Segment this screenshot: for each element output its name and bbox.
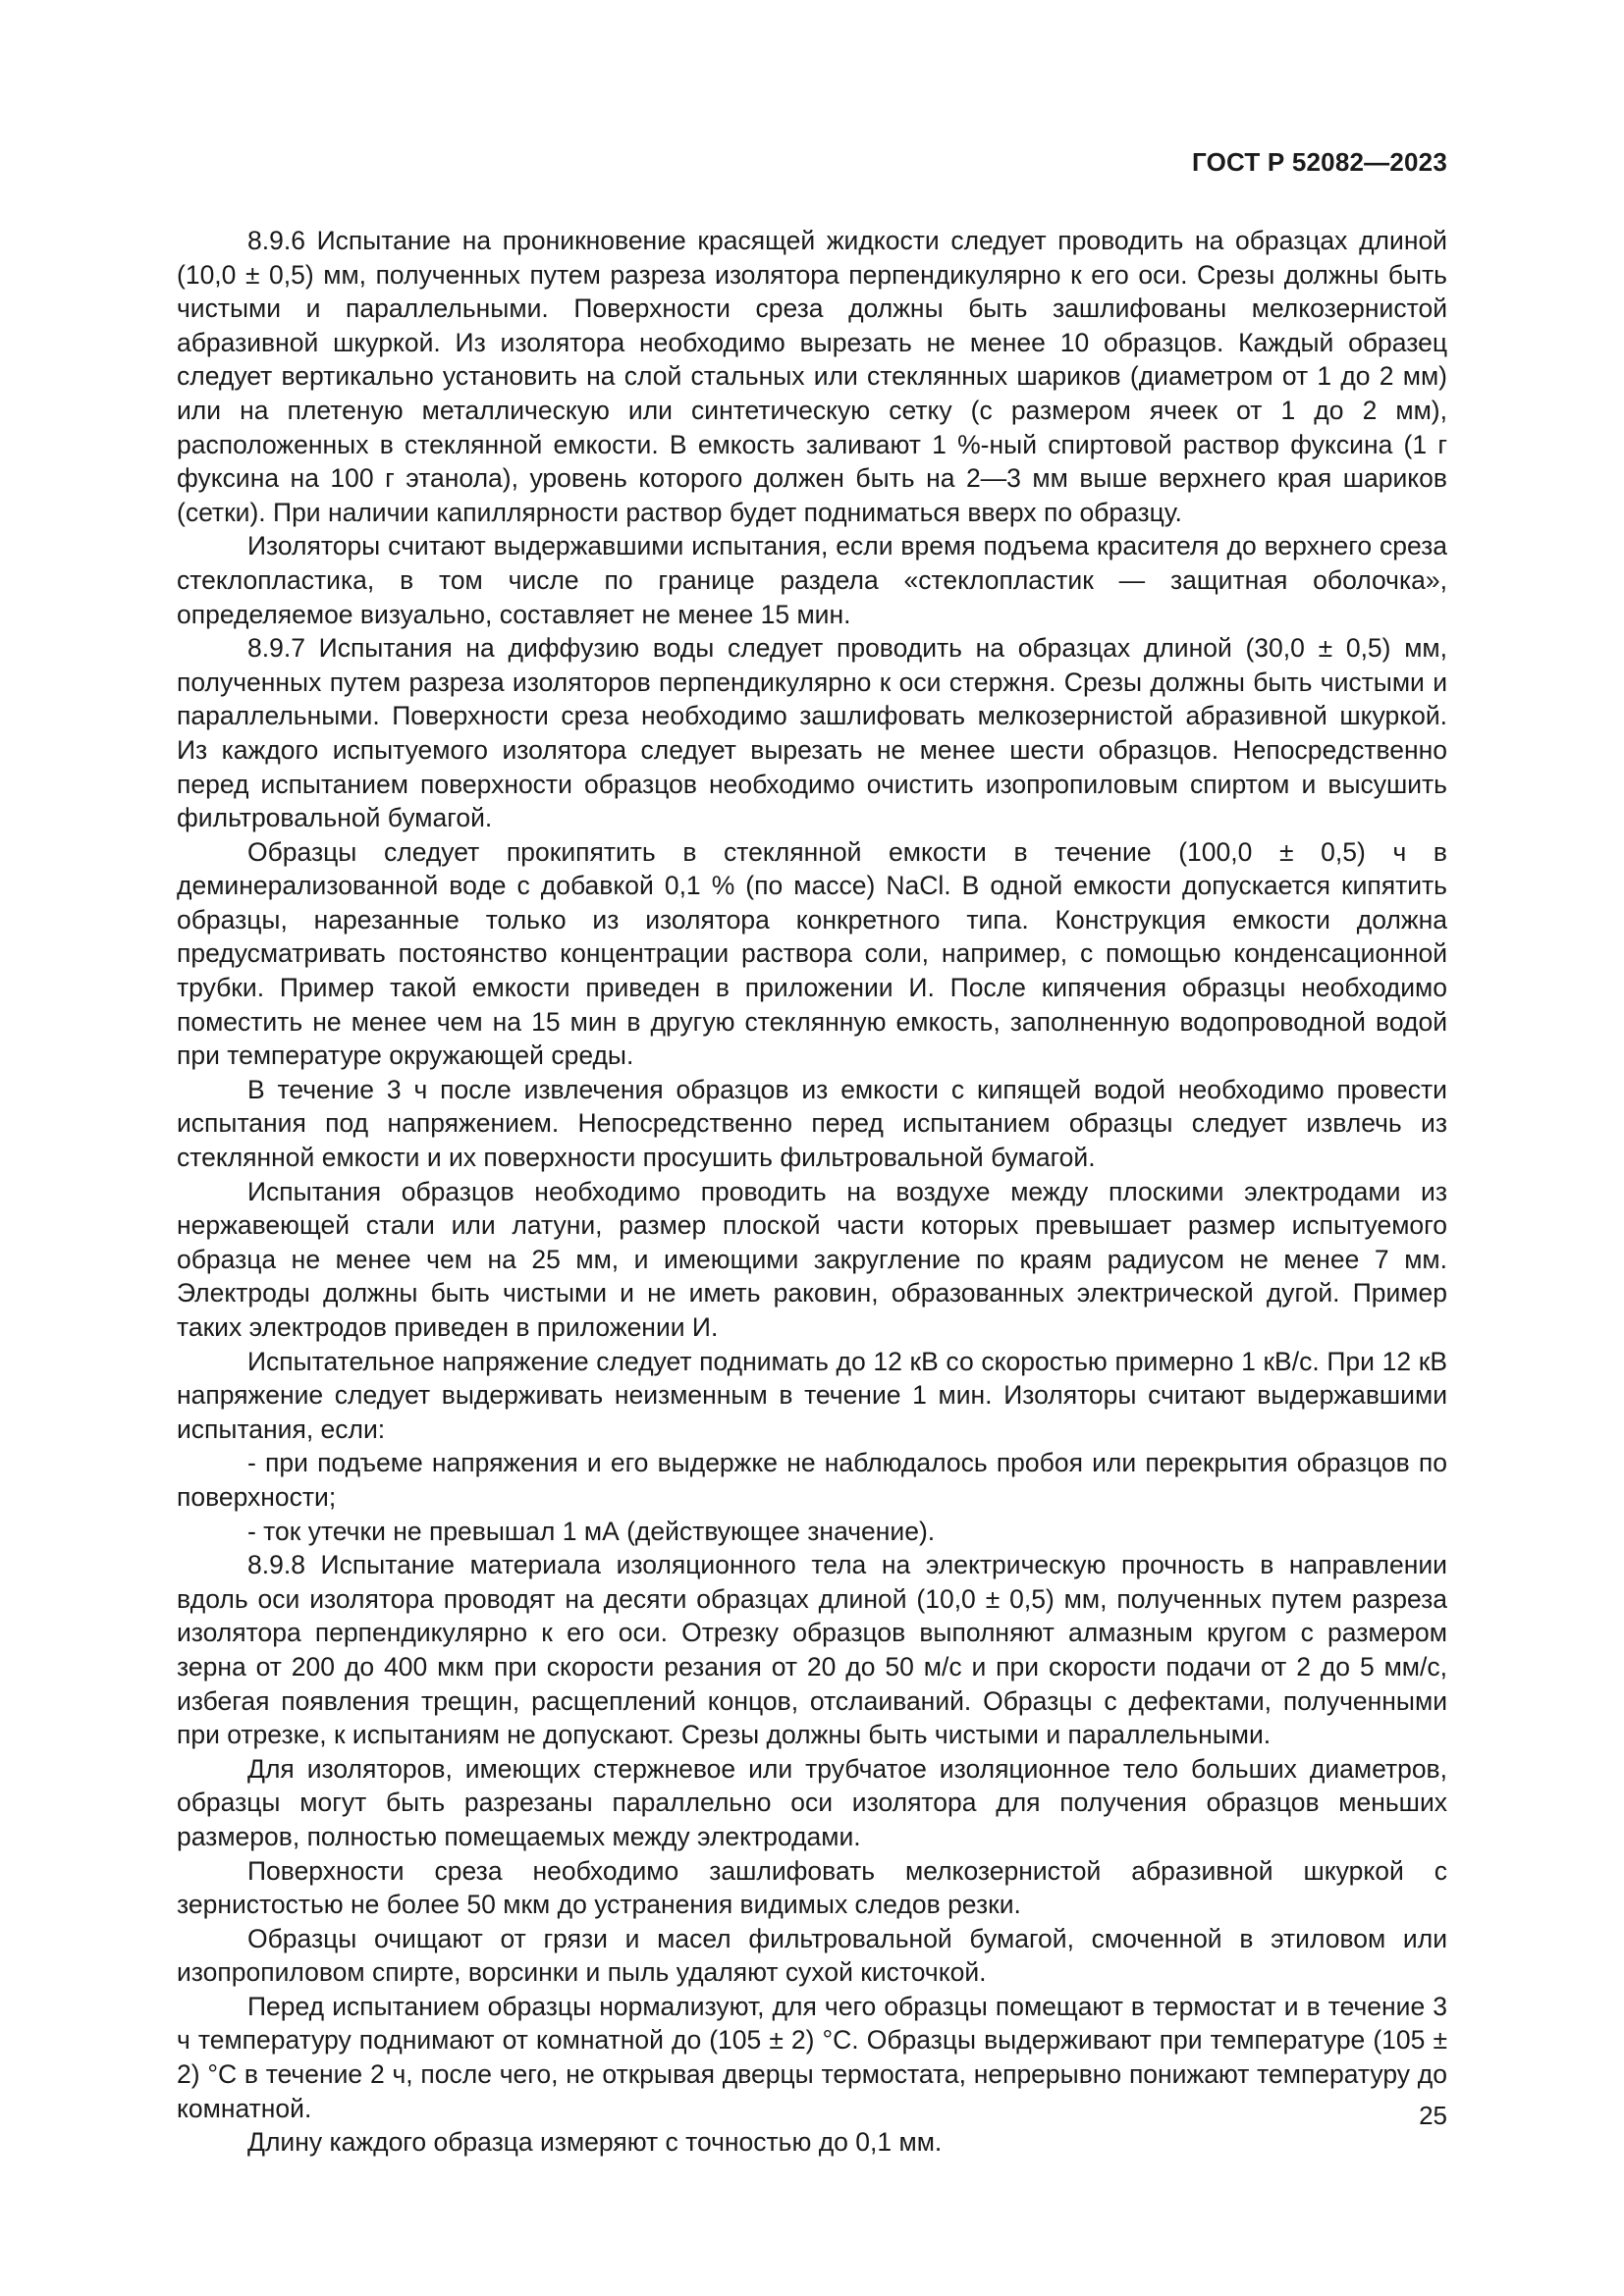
paragraph: Поверхности среза необходимо зашлифовать мелкозернистой абразивной шкуркой с зернистостью не более 50 мкм до устранения видимых следов резки. [177, 1855, 1447, 1920]
paragraph: В течение 3 ч после извлечения образцов из емкости с кипящей водой необходимо провести испытания под напряжением. Непосредственно перед испытанием образцы следует извлечь из стеклянной емкости и их поверхности просушить фильтровальной бумагой. [177, 1074, 1447, 1173]
paragraph: Испытания образцов необходимо проводить на воздухе между плоскими электродами из нержавеющей стали или латуни, размер плоской части которых превышает размер испытуемого образца не менее чем на 25 мм, и имеющими закругление по краям радиусом не менее 7 мм. Электроды должны быть чистыми и не иметь раковин, образованных электрической дугой. Пример таких электродов приведен в приложении И. [177, 1176, 1447, 1342]
paragraph: Образцы очищают от грязи и масел фильтровальной бумагой, смоченной в этиловом или изопропиловом спирте, ворсинки и пыль удаляют сухой кисточкой. [177, 1923, 1447, 1988]
list-item: - при подъеме напряжения и его выдержке не наблюдалось пробоя или перекрытия образцов по поверхности; [177, 1448, 1447, 1512]
page-number: 25 [1419, 2101, 1447, 2130]
paragraph: Длину каждого образца измеряют с точностью до 0,1 мм. [247, 2127, 943, 2158]
document-header-id: ГОСТ Р 52082—2023 [1192, 147, 1447, 177]
paragraph: Образцы следует прокипятить в стеклянной емкости в течение (100,0 ± 0,5) ч в деминерализованной воде с добавкой 0,1 % (по массе) NaCl. В одной емкости допускается кипятить образцы, нарезанные только из изолятора конкретного типа. Конструкция емкости должна предусматривать постоянство концентрации раствора соли, например, с помощью конденсационной трубки. Пример такой емкости приведен в приложении И. После кипячения образцы необходимо поместить не менее чем на 15 мин в другую стеклянную емкость, заполненную водопроводной водой при температуре окружающей среды. [177, 836, 1447, 1071]
document-body [177, 224, 1447, 2160]
paragraph: Для изоляторов, имеющих стержневое или трубчатое изоляционное тело больших диаметров, образцы могут быть разрезаны параллельно оси изолятора для получения образцов меньших размеров, полностью помещаемых между электродами. [177, 1753, 1447, 1851]
paragraph: Перед испытанием образцы нормализуют, для чего образцы помещают в термостат и в течение 3 ч температуру поднимают от комнатной до (105 ± 2) °С. Образцы выдерживают при температуре (105 ± 2) °С в течение 2 ч, после чего, не открывая дверцы термостата, непрерывно понижают температуру до комнатной. [177, 1991, 1447, 2123]
paragraph-8-9-7: 8.9.7 Испытания на диффузию воды следует проводить на образцах длиной (30,0 ± 0,5) мм, полученных путем разреза изоляторов перпендикулярно к оси стержня. Срезы должны быть чистыми и параллельными. Поверхности среза необходимо зашлифовать мелкозернистой абразивной шкуркой. Из каждого испытуемого изолятора следует вырезать не менее шести образцов. Непосредственно перед испытанием поверхности образцов необходимо очистить изопропиловым спиртом и высушить фильтровальной бумагой. [177, 633, 1447, 833]
list-item: - ток утечки не превышал 1 мА (действующее значение). [247, 1516, 936, 1546]
paragraph: Испытательное напряжение следует поднимать до 12 кВ со скоростью примерно 1 кВ/с. При 12 кВ напряжение следует выдерживать неизменным в течение 1 мин. Изоляторы считают выдержавшими испытания, если: [177, 1346, 1447, 1444]
paragraph-8-9-6: 8.9.6 Испытание на проникновение красящей жидкости следует проводить на образцах длиной (10,0 ± 0,5) мм, полученных путем разреза изолятора перпендикулярно к его оси. Срезы должны быть чистыми и параллельными. Поверхности среза должны быть зашлифованы мелкозернистой абразивной шкуркой. Из изолятора необходимо вырезать не менее 10 образцов. Каждый образец следует вертикально установить на слой стальных или стеклянных шариков (диаметром от 1 до 2 мм) или на плетеную металлическую или синтетическую сетку (с размером ячеек от 1 до 2 мм), расположенных в стеклянной емкости. В емкость заливают 1 %-ный спиртовой раствор фуксина (1 г фуксина на 100 г этанола), уровень которого должен быть на 2—3 мм выше верхнего края шариков (сетки). При наличии капиллярности раствор будет подниматься вверх по образцу. [177, 226, 1447, 527]
paragraph: Изоляторы считают выдержавшими испытания, если время подъема красителя до верхнего среза стеклопластика, в том числе по границе раздела «стеклопластик — защитная оболочка», определяемое визуально, составляет не менее 15 мин. [177, 531, 1447, 629]
paragraph-8-9-8: 8.9.8 Испытание материала изоляционного тела на электрическую прочность в направлении вдоль оси изолятора проводят на десяти образцах длиной (10,0 ± 0,5) мм, полученных путем разреза изолятора перпендикулярно к его оси. Отрезку образцов выполняют алмазным кругом с размером зерна от 200 до 400 мкм при скорости резания от 20 до 50 м/с и при скорости подачи от 2 до 5 мм/с, избегая появления трещин, расщеплений концов, отслаиваний. Образцы с дефектами, полученными при отрезке, к испытаниям не допускают. Срезы должны быть чистыми и параллельными. [177, 1550, 1447, 1750]
